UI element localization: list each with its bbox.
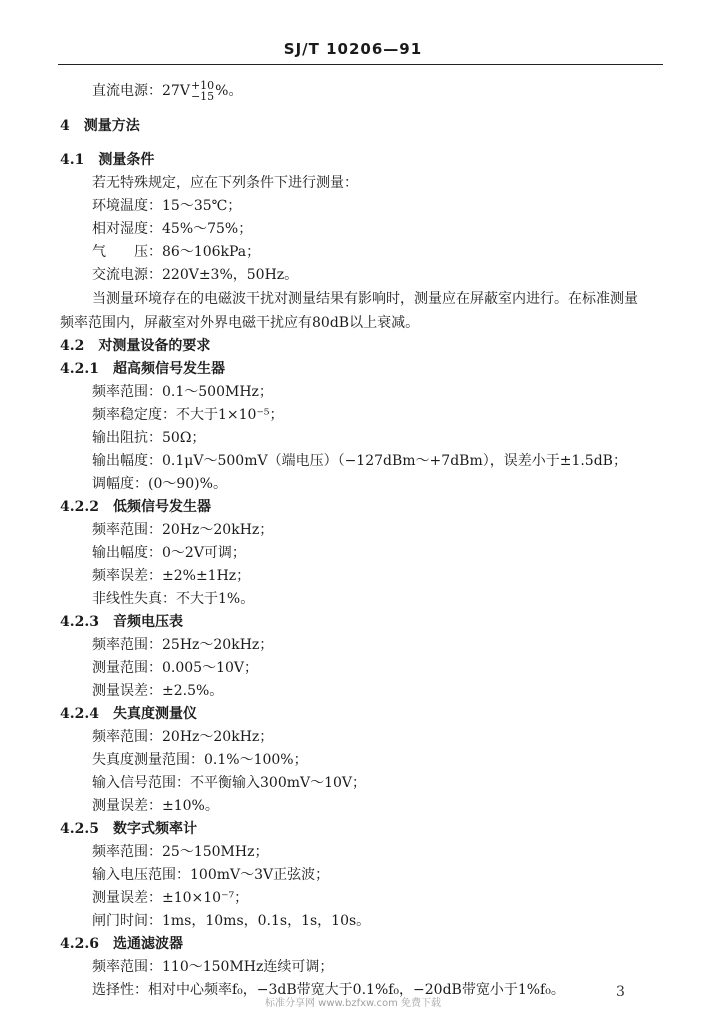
text-line: 频率范围内，屏蔽室对外界电磁干扰应有80dB以上衰减。	[60, 315, 420, 331]
text-line: 测量误差：±10%。	[92, 798, 219, 814]
text-line: 输出阻抗：50Ω；	[92, 430, 206, 446]
text-line: 测量误差：±2.5%。	[92, 683, 224, 699]
section-heading: 4 测量方法	[60, 118, 140, 134]
text-line: 频率稳定度：不大于1×10⁻⁵；	[92, 407, 284, 423]
dc-power-tolerance	[191, 80, 214, 102]
text-line: 交流电源：220V±3%，50Hz。	[92, 267, 299, 283]
text-line: 选择性：相对中心频率f₀，−3dB带宽大于0.1%f₀，−20dB带宽小于1%f₀。	[92, 982, 565, 998]
header-rule	[58, 64, 663, 65]
text-line: 相对湿度：45%～75%；	[92, 221, 253, 237]
dc-power-label: 直流电源：27V	[92, 83, 190, 99]
text-line: 环境温度：15～35℃；	[92, 198, 242, 214]
text-line: 闸门时间：1ms，10ms，0.1s，1s，10s。	[92, 913, 371, 929]
text-line: 气 压：86～106kPa；	[92, 244, 261, 260]
section-heading: 4.2.2 低频信号发生器	[60, 499, 211, 515]
section-heading: 4.2.3 音频电压表	[60, 614, 183, 630]
text-line: 频率误差：±2%±1Hz；	[92, 568, 251, 584]
text-line: 频率范围：110～150MHz连续可调；	[92, 959, 334, 975]
standard-number-header: SJ/T 10206—91	[283, 40, 423, 58]
text-line: 输入信号范围：不平衡输入300mV～10V；	[92, 775, 367, 791]
text-line: 输出幅度：0～2V可调；	[92, 545, 246, 561]
text-line: 频率范围：20Hz～20kHz；	[92, 729, 274, 745]
text-line: 失真度测量范围：0.1%～100%；	[92, 752, 308, 768]
text-line: 测量范围：0.005～10V；	[92, 660, 259, 676]
section-heading: 4.2.5 数字式频率计	[60, 821, 197, 837]
section-heading: 4.2.4 失真度测量仪	[60, 706, 197, 722]
section-heading: 4.2 对测量设备的要求	[60, 338, 211, 354]
section-heading: 4.2.1 超高频信号发生器	[60, 361, 225, 377]
tolerance-plus: +10	[190, 79, 215, 92]
text-line: 输入电压范围：100mV～3V正弦波；	[92, 867, 330, 883]
text-line: 非线性失真：不大于1%。	[92, 591, 255, 607]
dc-power-unit: %。	[215, 83, 243, 99]
section-heading: 4.1 测量条件	[60, 152, 155, 168]
text-line: 频率范围：20Hz～20kHz；	[92, 522, 274, 538]
text-line: 输出幅度：0.1μV～500mV（端电压）（−127dBm～+7dBm），误差小于±1.5dB；	[92, 453, 627, 469]
text-line: 若无特殊规定，应在下列条件下进行测量：	[92, 175, 358, 191]
text-line: 频率范围：0.1～500MHz；	[92, 384, 273, 400]
dc-power-line	[92, 80, 242, 102]
footer-watermark: 标准分享网 www.bzfxw.com 免费下载	[265, 998, 441, 1009]
text-line: 频率范围：25Hz～20kHz；	[92, 637, 274, 653]
page-number: 3	[616, 984, 625, 1000]
text-line: 测量误差：±10×10⁻⁷；	[92, 890, 249, 906]
tolerance-minus: −15	[190, 90, 215, 103]
section-heading: 4.2.6 选通滤波器	[60, 936, 183, 952]
text-line: 频率范围：25～150MHz；	[92, 844, 269, 860]
text-line: 当测量环境存在的电磁波干扰对测量结果有影响时，测量应在屏蔽室内进行。在标准测量	[92, 291, 638, 307]
text-line: 调幅度：(0～90)%。	[92, 476, 227, 492]
